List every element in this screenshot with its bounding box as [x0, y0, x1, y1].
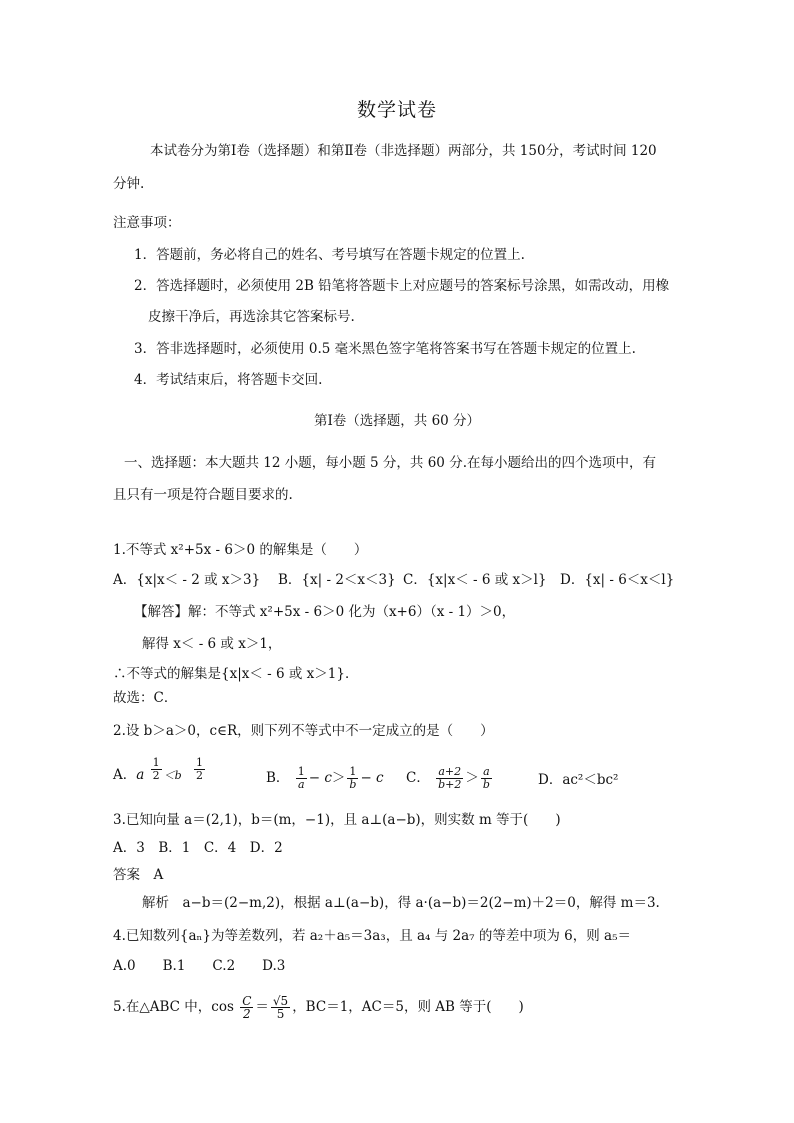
q2-option-a-var: a — [136, 767, 145, 783]
note-item-2-cont: 皮擦干净后，再选涂其它答案标号. — [148, 309, 355, 325]
page-title: 数学试卷 — [356, 99, 437, 121]
notes-heading: 注意事项： — [113, 215, 181, 231]
q5-frac-c-over-2 — [240, 995, 253, 1020]
q2-option-b — [266, 766, 384, 791]
q5-frac2-den: 5 — [276, 1007, 285, 1021]
q2-option-b-minus1: − c — [308, 770, 332, 786]
note-item-4: 4．考试结束后，将答题卡交回. — [134, 372, 323, 388]
q5-eq: ＝ — [255, 999, 269, 1015]
q2-option-a-frac2-den: 2 — [195, 769, 203, 782]
q2-option-a-label: A． — [113, 767, 137, 783]
q2-option-b-frac2-num: 1 — [349, 765, 357, 778]
q2-option-a-mid: ＜b — [163, 769, 182, 782]
q5-stem — [113, 992, 524, 1022]
q3-analysis: 解析 a−b＝(2−m,2)，根据 a⊥(a−b)，得 a·(a−b)＝2(2−m)＋2＝0，解得 m＝3. — [142, 895, 660, 911]
q4-stem: 4.已知数列{aₙ}为等差数列，若 a₂＋a₅＝3a₃，且 a₄ 与 2a₇ 的等差中项为 6，则 a₅＝ — [113, 928, 632, 944]
q2-option-c-label: C． — [406, 770, 430, 786]
q2-option-b-label: B． — [266, 770, 290, 786]
q2-option-b-gt: ＞ — [331, 770, 346, 786]
q5-frac1-den: 2 — [242, 1007, 251, 1021]
q3-answer: 答案 A — [113, 867, 164, 883]
q1-answer-1: 【解答】解：不等式 x²+5x - 6＞0 化为（x+6）（x - 1）＞0， — [134, 604, 516, 620]
section-instructions-1: 一、选择题：本大题共 12 小题，每小题 5 分，共 60 分.在每小题给出的四个选项中，有 — [124, 455, 656, 471]
q5-stem-post: ，BC＝1，AC＝5，则 AB 等于( ) — [292, 999, 524, 1015]
q2-option-b-minus2: − c — [360, 770, 384, 786]
q2-option-a — [113, 756, 207, 785]
q2-option-b-frac1-den: a — [297, 778, 305, 791]
intro-line-1: 本试卷分为第Ⅰ卷（选择题）和第Ⅱ卷（非选择题）两部分，共 150分，考试时间 120 — [150, 143, 657, 159]
q5-stem-pre: 5.在△ABC 中，cos — [113, 999, 234, 1015]
q2-option-c-frac1-num: a+2 — [438, 765, 462, 778]
q2-option-c-gt: ＞ — [465, 770, 479, 786]
q1-option-c: C．{x|x＜ - 6 或 x＞l} — [403, 572, 547, 588]
q1-answer-3: ∴不等式的解集是{x|x＜ - 6 或 x＞1}． — [113, 666, 359, 682]
q2-option-a-frac1 — [151, 757, 162, 782]
q2-option-b-frac1 — [296, 766, 307, 791]
q1-answer-2: 解得 x＜ - 6 或 x＞1， — [142, 636, 282, 652]
q1-stem: 1.不等式 x²+5x - 6＞0 的解集是（ ） — [113, 542, 368, 558]
q3-stem: 3.已知向量 a＝(2,1)，b＝(m，−1)，且 a⊥(a−b)，则实数 m 等于( ) — [113, 812, 561, 828]
q2-stem: 2.设 b＞a＞0，c∈R，则下列不等式中不一定成立的是（ ） — [113, 723, 494, 739]
q2-option-c-frac2-den: b — [482, 778, 490, 791]
q2-option-c-frac1-den: b+2 — [438, 778, 462, 791]
intro-line-2: 分钟. — [113, 176, 145, 192]
q5-frac-root5-over-5 — [271, 995, 290, 1020]
q4-options: A.0 B.1 C.2 D.3 — [113, 958, 286, 974]
q1-option-b: B．{x| - 2＜x＜3} — [278, 572, 396, 588]
q2-option-a-frac2 — [194, 757, 205, 782]
q2-option-c-frac2-num: a — [483, 765, 490, 778]
q2-option-b-frac1-num: 1 — [297, 765, 305, 778]
q2-option-b-frac2-den: b — [349, 778, 357, 791]
q2-option-c-frac2 — [481, 766, 492, 791]
q2-option-a-frac2-num: 1 — [195, 756, 203, 769]
q2-option-b-frac2 — [347, 766, 358, 791]
q1-answer-4: 故选：C． — [113, 690, 178, 706]
q3-options: A．3 B．1 C．4 D．2 — [113, 840, 283, 856]
note-item-1: 1．答题前，务必将自己的姓名、考号填写在答题卡规定的位置上. — [134, 247, 525, 263]
q2-option-d: D．ac²＜bc² — [538, 772, 619, 788]
q1-option-a: A．{x|x＜ - 2 或 x＞3} — [113, 572, 261, 588]
q2-option-a-frac1-den: 2 — [152, 769, 160, 782]
section-heading: 第Ⅰ卷（选择题，共 60 分） — [313, 413, 481, 429]
q2-option-c — [406, 766, 494, 791]
q2-option-a-frac1-num: 1 — [152, 756, 160, 769]
note-item-3: 3．答非选择题时，必须使用 0.5 毫米黑色签字笔将答案书写在答题卡规定的位置上. — [134, 341, 636, 357]
section-instructions-2: 且只有一项是符合题目要求的. — [113, 487, 293, 503]
q5-frac2-num: √5 — [272, 994, 289, 1008]
q5-frac1-num: C — [242, 994, 252, 1008]
note-item-2: 2．答选择题时，必须使用 2B 铅笔将答题卡上对应题号的答案标号涂黑，如需改动，用橡 — [134, 278, 670, 294]
q2-option-c-frac1 — [436, 766, 463, 791]
q1-option-d: D．{x| - 6＜x＜l} — [560, 572, 675, 588]
